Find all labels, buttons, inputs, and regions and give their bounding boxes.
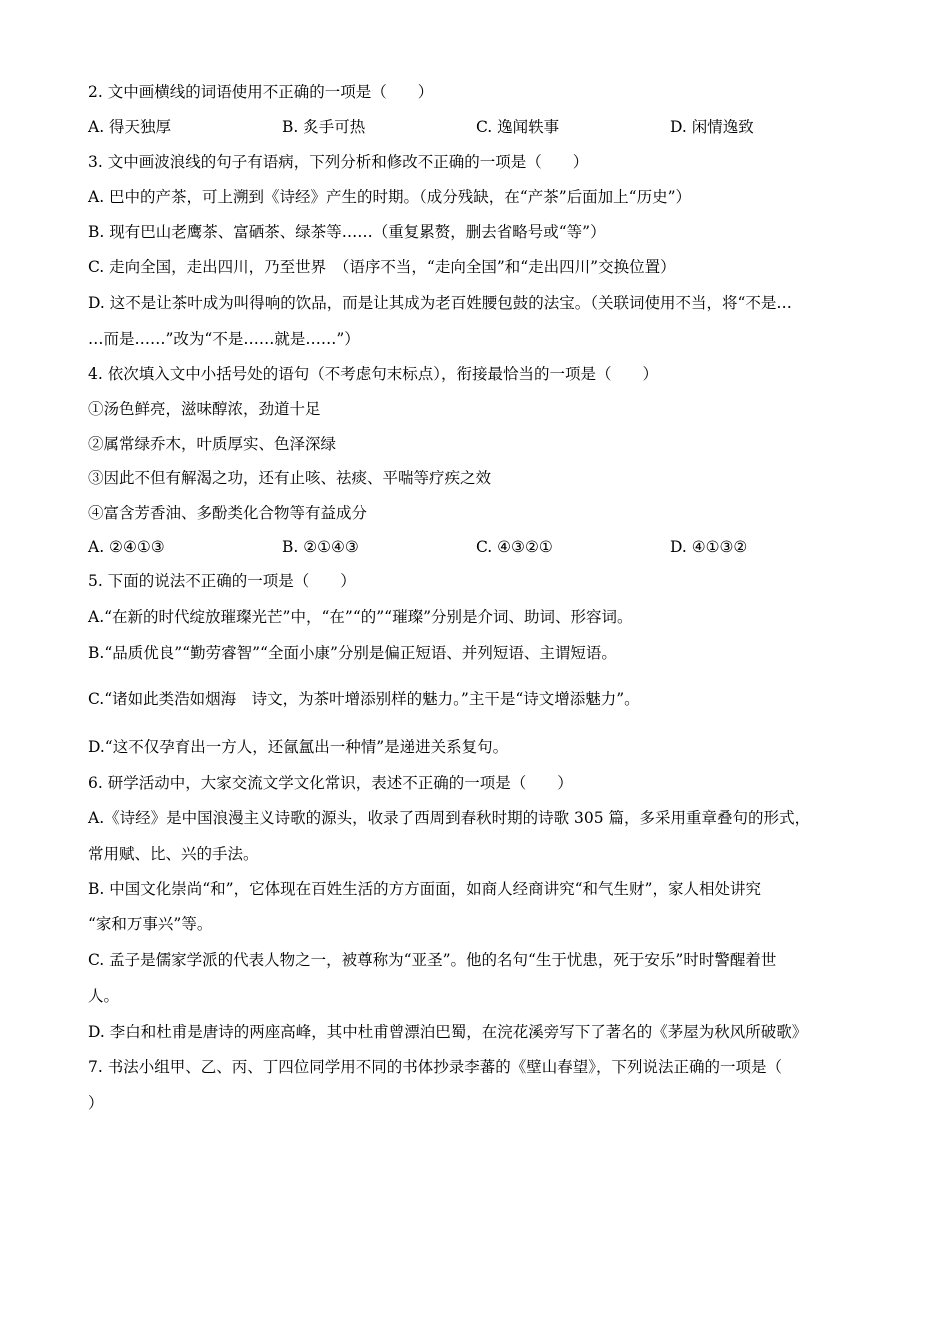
q6-stem: 6. 研学活动中，大家交流文学文化常识，表述不正确的一项是（ ） [88,774,573,792]
q3-option-c: C. 走向全国，走出四川，乃至世界 （语序不当，“走向全国”和“走出四川”交换位置） [88,258,676,276]
q2-option-d: D. 闲情逸致 [670,118,754,136]
q3-option-a: A. 巴中的产茶，可上溯到《诗经》产生的时期。（成分残缺，在“产茶”后面加上“历史”） [88,188,691,206]
q2-option-b: B. 炙手可热 [282,118,366,136]
q4-option-b: B. ②①④③ [282,538,359,556]
q3-option-b: B. 现有巴山老鹰茶、富硒茶、绿茶等……（重复累赘，删去省略号或“等”） [88,223,606,241]
q4-sentence-1: ①汤色鲜亮，滋味醇浓，劲道十足 [88,400,321,418]
q6-option-d: D. 李白和杜甫是唐诗的两座高峰，其中杜甫曾漂泊巴蜀，在浣花溪旁写下了著名的《茅屋为秋风所破歌》 [88,1023,808,1041]
q5-option-b: B.“品质优良”“勤劳睿智”“全面小康”分别是偏正短语、并列短语、主谓短语。 [88,644,617,662]
q4-option-d: D. ④①③② [670,538,748,556]
q5-stem: 5. 下面的说法不正确的一项是（ ） [88,572,356,590]
q5-option-a: A.“在新的时代绽放璀璨光芒”中，“在”“的”“璀璨”分别是介词、助词、形容词。 [88,608,633,626]
q7-stem-line2: ） [88,1094,104,1112]
q4-sentence-3: ③因此不但有解渴之功，还有止咳、祛痰、平喘等疗疾之效 [88,469,492,487]
q6-option-a-line2: 常用赋、比、兴的手法。 [88,845,259,863]
q6-option-a-line1: A.《诗经》是中国浪漫主义诗歌的源头，收录了西周到春秋时期的诗歌 305 篇，多采用重章叠句的形式， [88,809,811,827]
q3-option-d-line2: …而是……”改为“不是……就是……”） [88,330,360,348]
q4-stem: 4. 依次填入文中小括号处的语句（不考虑句末标点），衔接最恰当的一项是（ ） [88,365,658,383]
q6-option-b-line2: “家和万事兴”等。 [88,915,213,933]
q7-stem-line1: 7. 书法小组甲、乙、丙、丁四位同学用不同的书体抄录李蕃的《壁山春望》，下列说法正确的一项是（ [88,1058,782,1076]
q2-option-a: A. 得天独厚 [88,118,172,136]
q4-sentence-2: ②属常绿乔木，叶质厚实、色泽深绿 [88,435,337,453]
q6-option-b-line1: B. 中国文化崇尚“和”，它体现在百姓生活的方方面面，如商人经商讲究“和气生财”，家人相处讲究 [88,880,761,898]
q2-stem: 2. 文中画横线的词语使用不正确的一项是（ ） [88,83,434,101]
q3-stem: 3. 文中画波浪线的句子有语病，下列分析和修改不正确的一项是（ ） [88,153,589,171]
q2-option-c: C. 逸闻轶事 [476,118,560,136]
q6-option-c-line1: C. 孟子是儒家学派的代表人物之一，被尊称为“亚圣”。他的名句“生于忧患，死于安乐”时时警醒着世 [88,951,777,969]
q6-option-c-line2: 人。 [88,987,120,1005]
q5-option-d: D.“这不仅孕育出一方人，还氤氲出一种情”是递进关系复句。 [88,738,509,756]
q4-sentence-4: ④富含芳香油、多酚类化合物等有益成分 [88,504,368,522]
q5-option-c: C.“诸如此类浩如烟海 诗文，为茶叶增添别样的魅力。”主干是“诗文增添魅力”。 [88,690,640,708]
q3-option-d-line1: D. 这不是让茶叶成为叫得响的饮品，而是让其成为老百姓腰包鼓的法宝。（关联词使用不当，将“不是… [88,294,792,312]
q4-option-c: C. ④③②① [476,538,553,556]
q4-option-a: A. ②④①③ [88,538,165,556]
